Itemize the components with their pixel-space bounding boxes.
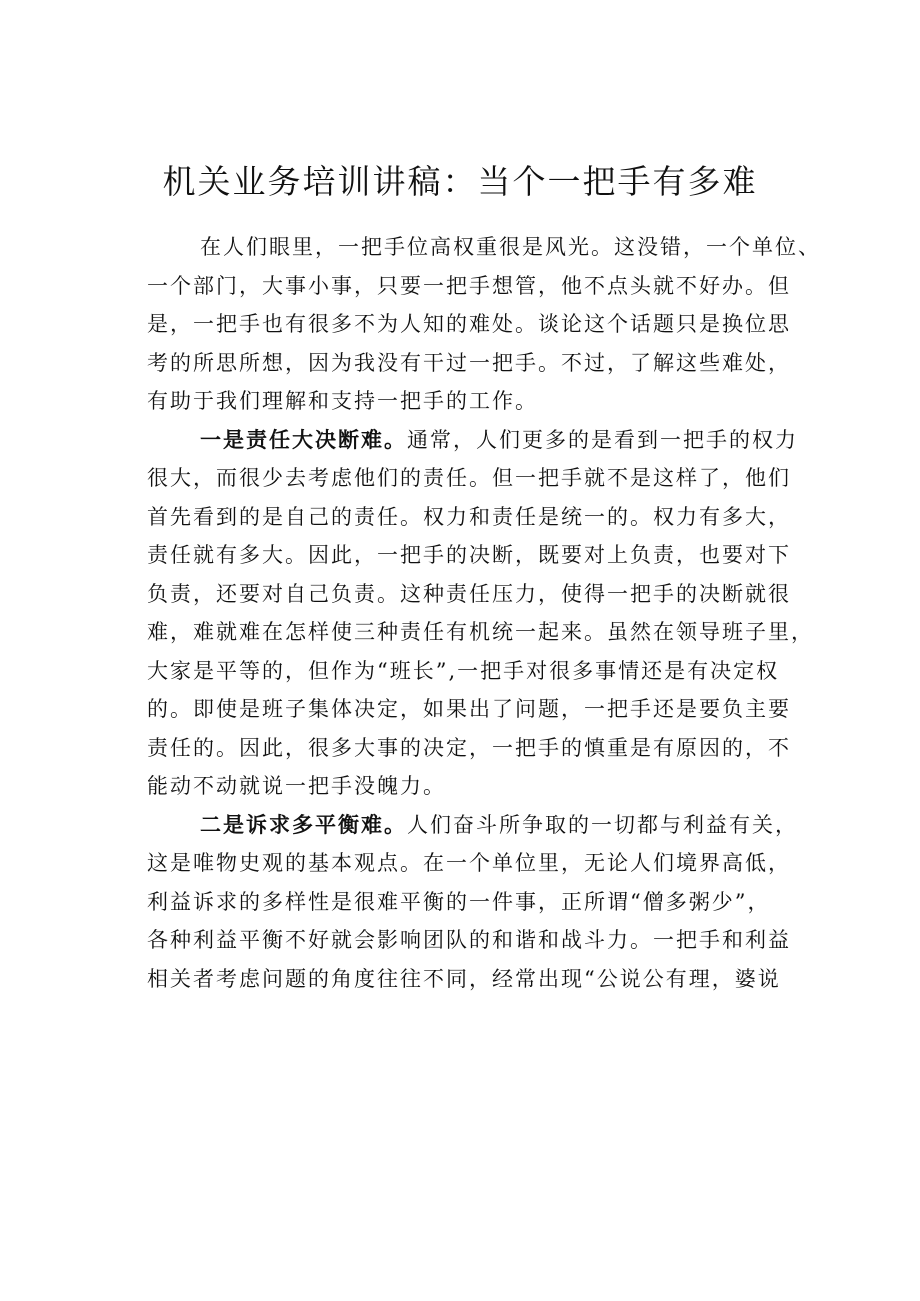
paragraph-text: 人们奋斗所争取的一切都与利益有关，	[407, 812, 798, 837]
document-body	[147, 228, 821, 998]
paragraph-line: 是，一把手也有很多不为人知的难处。谈论这个话题只是换位思	[147, 312, 791, 336]
paragraph-line: 责任就有多大。因此，一把手的决断，既要对上负责，也要对下	[147, 543, 791, 567]
paragraph-line: 利益诉求的多样性是很难平衡的一件事，正所谓“僧多粥少”，	[147, 889, 771, 914]
paragraph-line: 责任的。因此，很多大事的决定，一把手的慎重是有原因的，不	[147, 735, 791, 760]
paragraph-line: 在人们眼里，一把手位高权重很是风光。这没错，一个单位、	[200, 235, 821, 259]
paragraph-line: 有助于我们理解和支持一把手的工作。	[147, 389, 538, 413]
paragraph-line: 难，难就难在怎样使三种责任有机统一起来。虽然在领导班子里，	[147, 620, 814, 644]
paragraph-line: 首先看到的是自己的责任。权力和责任是统一的。权力有多大，	[147, 504, 791, 529]
paragraph-line	[147, 806, 807, 845]
paragraph-line	[147, 421, 807, 460]
paragraph-line: 这是唯物史观的基本观点。在一个单位里，无论人们境界高低，	[147, 851, 791, 875]
paragraph-line: 一个部门，大事小事，只要一把手想管，他不点头就不好办。但	[147, 273, 791, 298]
paragraph-line: 的。即使是班子集体决定，如果出了问题，一把手还是要负主要	[147, 697, 791, 721]
paragraph-line: 考的所思所想，因为我没有干过一把手。不过，了解这些难处，	[147, 350, 791, 375]
paragraph-line: 很大，而很少去考虑他们的责任。但一把手就不是这样了，他们	[147, 466, 791, 490]
paragraph-heading: 一是责任大决断难。	[200, 426, 407, 452]
paragraph-line: 负责，还要对自己负责。这种责任压力，使得一把手的决断就很	[147, 581, 791, 606]
paragraph-intro	[147, 228, 821, 421]
paragraph-line: 各种利益平衡不好就会影响团队的和谐和战斗力。一把手和利益	[147, 928, 791, 952]
paragraph-interests	[147, 806, 807, 999]
paragraph-line: 能动不动就说一把手没魄力。	[147, 774, 446, 798]
paragraph-text: 通常，人们更多的是看到一把手的权力	[407, 427, 798, 452]
document-title: 机关业务培训讲稿：当个一把手有多难	[162, 162, 758, 201]
paragraph-heading: 二是诉求多平衡难。	[200, 811, 407, 837]
paragraph-responsibility	[147, 421, 814, 806]
paragraph-line: 大家是平等的，但作为“班长”,一把手对很多事情还是有决定权	[147, 658, 780, 683]
paragraph-line: 相关者考虑问题的角度往往不同，经常出现“公说公有理，婆说	[147, 966, 781, 991]
